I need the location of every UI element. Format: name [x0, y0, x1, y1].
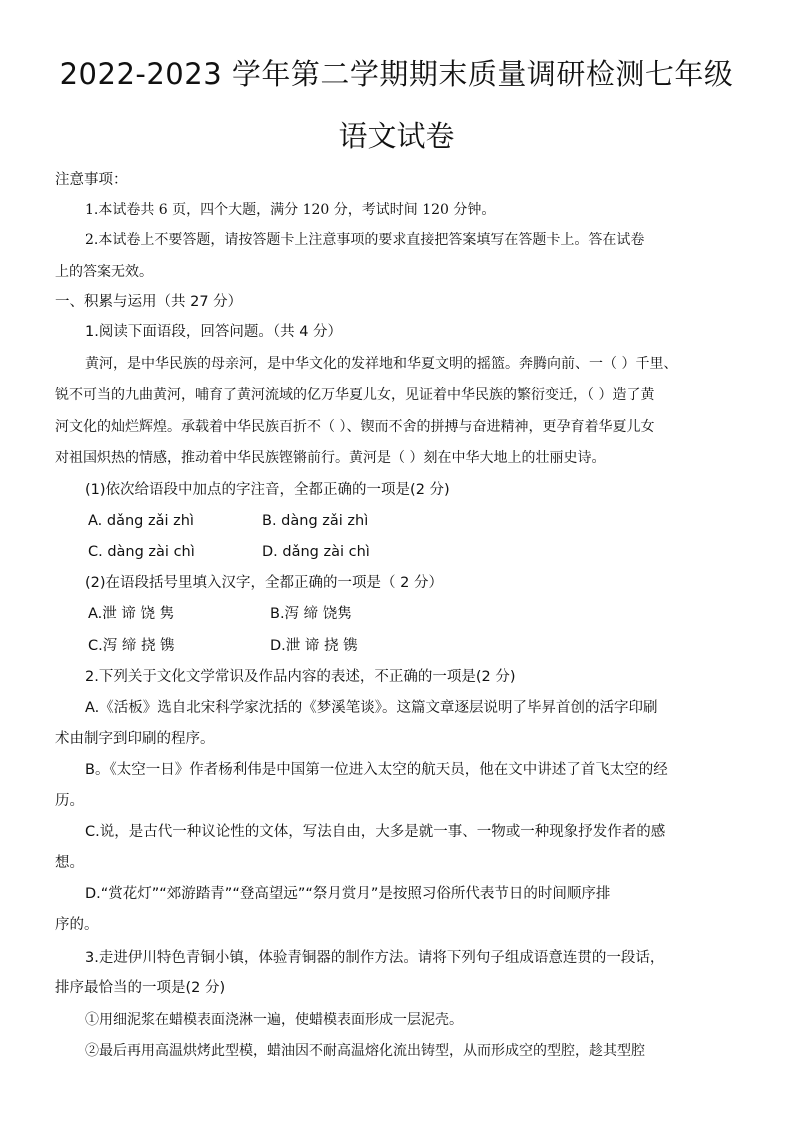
notice-item-2-line-1: 2.本试卷上不要答题，请按答题卡上注意事项的要求直接把答案填写在答题卡上。答在试卷: [85, 232, 645, 248]
question-1-stem: 1.阅读下面语段，回答问题。（共 4 分）: [85, 324, 343, 340]
q2-option-c-line-1: C.说，是古代一种议论性的文体，写法自由，大多是就一事、一物或一种现象抒发作者的感: [85, 824, 666, 840]
question-3-stem-line-2: 排序最恰当的一项是(2 分): [55, 980, 226, 996]
passage-line-1: 黄河，是中华民族的母亲河，是中华文化的发祥地和华夏文明的摇篮。奔腾向前、一（ ）千里、: [85, 356, 678, 372]
sub-2-option-c: C.泻 缔 挠 镌: [88, 638, 175, 654]
q2-option-c-line-2: 想。: [55, 855, 84, 871]
question-1-sub-2: (2)在语段括号里填入汉字，全都正确的一项是（ 2 分）: [85, 575, 443, 591]
q2-option-a-line-1: A.《活板》选自北宋科学家沈括的《梦溪笔谈》。这篇文章逐层说明了毕昇首创的活字印刷: [85, 700, 658, 716]
q3-sentence-1: ①用细泥浆在蜡模表面浇淋一遍，使蜡模表面形成一层泥壳。: [85, 1012, 463, 1028]
q2-option-a-line-2: 术由制字到印刷的程序。: [55, 731, 215, 747]
q3-sentence-2: ②最后再用高温烘烤此型模，蜡油因不耐高温熔化流出铸型，从而形成空的型腔，趁其型腔: [85, 1043, 645, 1059]
q2-option-b-line-2: 历。: [55, 793, 84, 809]
notice-item-2-line-2: 上的答案无效。: [55, 264, 153, 280]
sub-1-option-a: A. dǎng zǎi zhì: [88, 513, 194, 529]
q2-option-d-line-2: 序的。: [55, 917, 99, 933]
sub-2-option-a: A.泄 谛 饶 隽: [88, 606, 175, 622]
sub-1-option-b: B. dàng zǎi zhì: [262, 513, 369, 529]
sub-1-option-c: C. dàng zài chì: [88, 544, 195, 560]
notice-heading: 注意事项：: [55, 172, 128, 188]
question-3-stem-line-1: 3.走进伊川特色青铜小镇，体验青铜器的制作方法。请将下列句子组成语意连贯的一段话，: [85, 950, 665, 966]
sub-2-option-d: D.泄 谛 挠 镌: [270, 638, 358, 654]
q2-option-d-line-1: D.“赏花灯”“郊游踏青”“登高望远”“祭月赏月”是按照习俗所代表节日的时间顺序排: [85, 886, 611, 902]
passage-line-2: 锐不可当的九曲黄河，哺育了黄河流域的亿万华夏儿女，见证着中华民族的繁衍变迁，（ ）造了黄: [55, 387, 655, 403]
passage-line-4: 对祖国炽热的情感，推动着中华民族铿锵前行。黄河是（ ）刻在中华大地上的壮丽史诗。: [55, 450, 606, 466]
passage-line-3: 河文化的灿烂辉煌。承载着中华民族百折不（ ）、锲而不舍的拼搏与奋进精神，更孕育着华夏儿女: [55, 419, 655, 435]
exam-title: 2022-2023 学年第二学期期末质量调研检测七年级: [59, 57, 734, 91]
notice-item-1: 1.本试卷共 6 页，四个大题，满分 120 分，考试时间 120 分钟。: [85, 202, 496, 218]
section-1-heading: 一、积累与运用（共 27 分）: [55, 294, 243, 310]
question-1-sub-1: (1)依次给语段中加点的字注音，全都正确的一项是(2 分): [85, 482, 450, 498]
question-2-stem: 2.下列关于文化文学常识及作品内容的表述，不正确的一项是(2 分): [85, 669, 516, 685]
sub-1-option-d: D. dǎng zài chì: [262, 544, 370, 560]
sub-2-option-b: B.泻 缔 饶隽: [270, 606, 352, 622]
exam-subtitle: 语文试卷: [338, 119, 455, 153]
q2-option-b-line-1: B。《太空一日》作者杨利伟是中国第一位进入太空的航天员，他在文中讲述了首飞太空的经: [85, 762, 668, 778]
